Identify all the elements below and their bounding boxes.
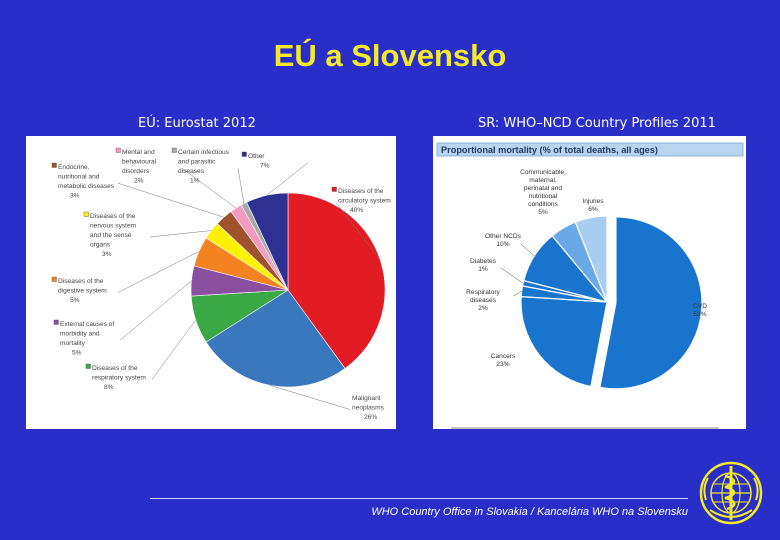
eu-slice-diseases-of-the-digestive-system-label-text: digestive system (58, 287, 107, 295)
eu-slice-diseases-of-the-nervous-system-and-the-sense-organs-value: 3% (102, 251, 112, 258)
sk-pie-chart (433, 136, 746, 429)
right-chart-source: SR: WHO–NCD Country Profiles 2011 (478, 116, 716, 131)
eu-slice-mental-and-behavioural-disorders-label-text: disorders (122, 168, 150, 175)
eu-slice-diseases-of-the-digestive-system-label (52, 277, 107, 304)
eu-slice-diseases-of-the-respiratory-system-value: 8% (104, 384, 114, 391)
sk-slice-respiratory-diseases-label (466, 289, 500, 312)
eu-slice-diseases-of-the-respiratory-system-label-text: Diseases of the (92, 365, 138, 372)
sk-slice-communicable-maternal-perinatal-and-nutritional-conditions-value: 5% (538, 209, 548, 216)
eu-slice-external-causes-of-morbidity-and-mortality-legend-swatch (54, 320, 59, 325)
eu-slice-diseases-of-the-nervous-system-and-the-sense-organs-legend-swatch (84, 212, 89, 217)
sk-slice-injuries-value: 6% (588, 206, 598, 213)
sk-slice-cvd (600, 217, 702, 389)
eu-slice-mental-and-behavioural-disorders-legend-swatch (116, 148, 121, 153)
eu-slice-certain-infectious-and-parasitic-diseases-label-text: diseases (178, 168, 205, 175)
left-chart-source: EÚ: Eurostat 2012 (138, 116, 256, 131)
sk-slice-cvd-label (693, 303, 707, 318)
eu-slice-diseases-of-the-digestive-system-legend-swatch (52, 277, 57, 282)
sk-slice-respiratory-diseases-value: 2% (478, 305, 488, 312)
eu-slice-external-causes-of-morbidity-and-mortality-label-text: mortality (60, 340, 85, 347)
eu-slice-malignant-neoplasms-label (352, 395, 385, 421)
eu-slice-endocrine-nutritional-and-metabolic-diseases-value: 3% (70, 192, 80, 200)
sk-slice-communicable-maternal-perinatal-and-nutritional-conditions-label-text: perinatal and (523, 185, 563, 192)
eu-slice-malignant-neoplasms-leader-line (270, 385, 350, 409)
sk-slice-cancers (521, 297, 607, 387)
eu-slice-certain-infectious-and-parasitic-diseases-legend-swatch (172, 148, 177, 153)
eu-slice-certain-infectious-and-parasitic-diseases-leader-line (238, 168, 244, 203)
eu-slice-certain-infectious-and-parasitic-diseases-value: 1% (190, 177, 200, 185)
eu-slice-malignant-neoplasms-label-text: neoplasms (352, 404, 384, 412)
sk-slice-respiratory-diseases-leader-line (513, 291, 522, 296)
eu-slice-other-leader-line (267, 163, 308, 196)
eu-pie-chart-panel (26, 136, 396, 429)
eu-slice-diseases-of-the-digestive-system-label-text: Diseases of the (58, 278, 104, 285)
eu-slice-other-label-text: Other (248, 153, 265, 160)
eu-slice-mental-and-behavioural-disorders-label (116, 148, 157, 185)
sk-slice-respiratory-diseases-label-text: diseases (469, 297, 497, 304)
eu-slice-diseases-of-the-circulatory-system-value: 40% (350, 207, 364, 214)
eu-slice-diseases-of-the-nervous-system-and-the-sense-organs-label-text: and the sense (90, 232, 132, 239)
eu-slice-endocrine-nutritional-and-metabolic-diseases-label-text: metabolic diseases (58, 183, 115, 190)
sk-slice-communicable-maternal-perinatal-and-nutritional-conditions-label (520, 169, 566, 216)
eu-slice-malignant-neoplasms-value: 26% (364, 414, 378, 421)
eu-slice-diseases-of-the-nervous-system-and-the-sense-organs-label-text: Diseases of the (90, 213, 136, 220)
footer-text: WHO Country Office in Slovakia / Kancelária WHO na Slovensku (371, 506, 688, 518)
sk-slice-other-ncds-label (485, 233, 522, 248)
eu-slice-external-causes-of-morbidity-and-mortality-label (54, 320, 114, 357)
sk-slice-communicable-maternal-perinatal-and-nutritional-conditions-label-text: conditions (528, 201, 558, 208)
sk-slice-communicable-maternal-perinatal-and-nutritional-conditions-label-text: Communicable, (520, 169, 566, 176)
eu-slice-mental-and-behavioural-disorders-value: 2% (134, 177, 144, 185)
sk-slice-other-ncds-leader-line (521, 244, 534, 256)
eu-slice-diseases-of-the-digestive-system-value: 5% (70, 297, 80, 304)
sk-pie-chart-panel (433, 136, 746, 429)
sk-slice-diabetes-label (470, 258, 497, 273)
sk-slice-cvd-value: 53% (693, 311, 707, 318)
eu-slice-endocrine-nutritional-and-metabolic-diseases-label-text: nutritional and (58, 173, 100, 181)
eu-slice-external-causes-of-morbidity-and-mortality-leader-line (120, 281, 191, 340)
sk-slice-injuries-label-text: Injuries (582, 198, 604, 205)
eu-slice-diseases-of-the-digestive-system-leader-line (118, 251, 199, 292)
eu-slice-diseases-of-the-respiratory-system-label (86, 364, 146, 391)
eu-slice-diseases-of-the-nervous-system-and-the-sense-organs-label-text: organs (90, 241, 111, 249)
sk-slice-other-ncds-value: 10% (496, 241, 510, 248)
eu-slice-other-value: 7% (260, 162, 270, 170)
eu-slice-endocrine-nutritional-and-metabolic-diseases-legend-swatch (52, 163, 57, 168)
eu-slice-certain-infectious-and-parasitic-diseases-label (172, 148, 230, 185)
eu-slice-diseases-of-the-nervous-system-and-the-sense-organs-label-text: nervous system (90, 222, 137, 230)
sk-slice-communicable-maternal-perinatal-and-nutritional-conditions-label-text: nutritional (528, 193, 558, 200)
eu-pie-chart (26, 136, 396, 429)
sk-slice-cancers-label-text: Cancers (490, 353, 516, 360)
eu-slice-malignant-neoplasms-label-text: Malignant (352, 395, 381, 402)
eu-slice-endocrine-nutritional-and-metabolic-diseases-label (52, 163, 115, 200)
sk-slice-cancers-label (491, 353, 516, 368)
eu-slice-diseases-of-the-respiratory-system-leader-line (152, 320, 196, 380)
eu-slice-mental-and-behavioural-disorders-label-text: Mental and (122, 149, 155, 156)
eu-slice-external-causes-of-morbidity-and-mortality-label-text: External causes of (60, 321, 115, 328)
eu-slice-diseases-of-the-nervous-system-and-the-sense-organs-label (84, 212, 137, 258)
eu-slice-diseases-of-the-circulatory-system-label-text: circulatory system (338, 197, 391, 205)
sk-slice-communicable-maternal-perinatal-and-nutritional-conditions-label-text: maternal, (529, 177, 557, 184)
eu-slice-diseases-of-the-respiratory-system-label-text: respiratory system (92, 374, 146, 382)
sk-slice-diabetes-label-text: Diabetes (469, 258, 497, 265)
sk-slice-diabetes-value: 1% (478, 266, 488, 273)
sk-slice-respiratory-diseases-label-text: Respiratory (466, 289, 500, 296)
eu-slice-diseases-of-the-circulatory-system-legend-swatch (332, 187, 337, 192)
eu-slice-diseases-of-the-nervous-system-and-the-sense-organs-leader-line (150, 231, 211, 237)
eu-slice-external-causes-of-morbidity-and-mortality-label-text: morbidity and (60, 330, 100, 338)
sk-slice-injuries-label (582, 198, 604, 213)
eu-slice-certain-infectious-and-parasitic-diseases-label-text: and parasitic (178, 158, 216, 166)
slide-title: EÚ a Slovensko (273, 38, 507, 73)
sk-slice-cancers-value: 23% (496, 361, 510, 368)
eu-slice-certain-infectious-and-parasitic-diseases-label-text: Certain infectious (178, 149, 229, 156)
eu-slice-external-causes-of-morbidity-and-mortality-value: 5% (72, 349, 82, 357)
eu-slice-mental-and-behavioural-disorders-label-text: behavioural (122, 158, 157, 166)
sk-slice-diabetes-leader-line (501, 268, 523, 283)
who-emblem-icon (698, 460, 764, 526)
sk-slice-cvd-label-text: CVD (693, 303, 707, 310)
eu-slice-endocrine-nutritional-and-metabolic-diseases-label-text: Endocrine, (58, 164, 90, 171)
sk-slice-other-ncds-label-text: Other NCDs (485, 233, 521, 240)
footer-divider (150, 498, 688, 499)
sk-chart-title: Proportional mortality (% of total deaths, all ages) (441, 145, 658, 155)
eu-slice-other-legend-swatch (242, 152, 247, 157)
eu-slice-diseases-of-the-circulatory-system-label-text: Diseases of the (338, 188, 384, 195)
eu-slice-other-label (242, 152, 270, 170)
eu-slice-diseases-of-the-respiratory-system-legend-swatch (86, 364, 91, 369)
